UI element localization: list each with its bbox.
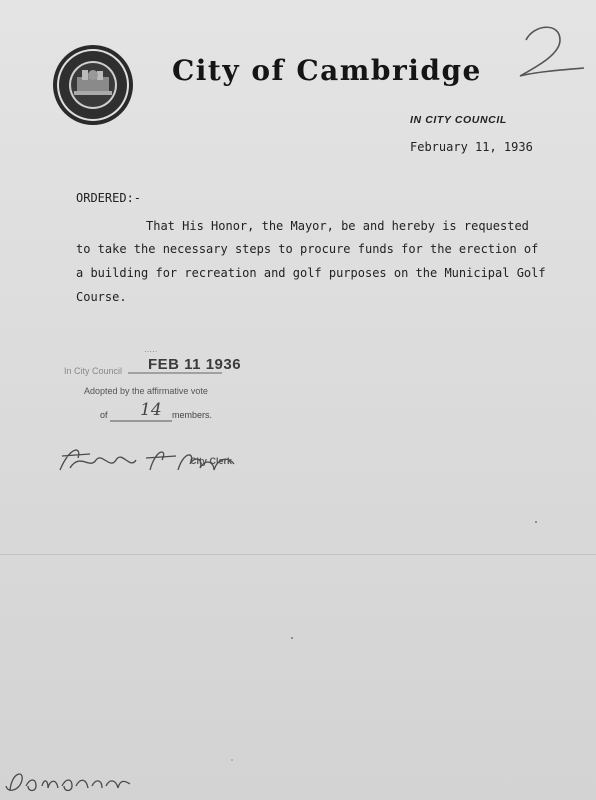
order-line-2: to take the necessary steps to procure funds for the erection of	[76, 242, 539, 256]
stamp-of: of	[100, 410, 108, 420]
fold-line	[0, 554, 596, 555]
stamp-member-count: 14	[140, 400, 162, 420]
document-date: February 11, 1936	[410, 140, 533, 154]
stamp-date: FEB 11 1936	[148, 356, 242, 373]
stamp-adopted-text: Adopted by the affirmative vote	[84, 386, 208, 396]
order-line-4: Course.	[76, 290, 127, 304]
letterhead-title: City of Cambridge	[172, 54, 482, 87]
stamp-members: members.	[172, 410, 213, 420]
stamp-small-mark: ·····	[144, 347, 158, 356]
stamp-in-council: In City Council	[64, 366, 123, 376]
order-line-3: a building for recreation and golf purposes on the Municipal Golf	[76, 266, 546, 280]
order-heading: ORDERED:-	[76, 191, 142, 205]
stamp-clerk-title: City Clerk	[190, 456, 233, 466]
order-line-1: That His Honor, the Mayor, be and hereby is requested	[146, 219, 529, 233]
department-label: IN CITY COUNCIL	[410, 114, 507, 126]
city-seal-icon	[52, 44, 134, 126]
